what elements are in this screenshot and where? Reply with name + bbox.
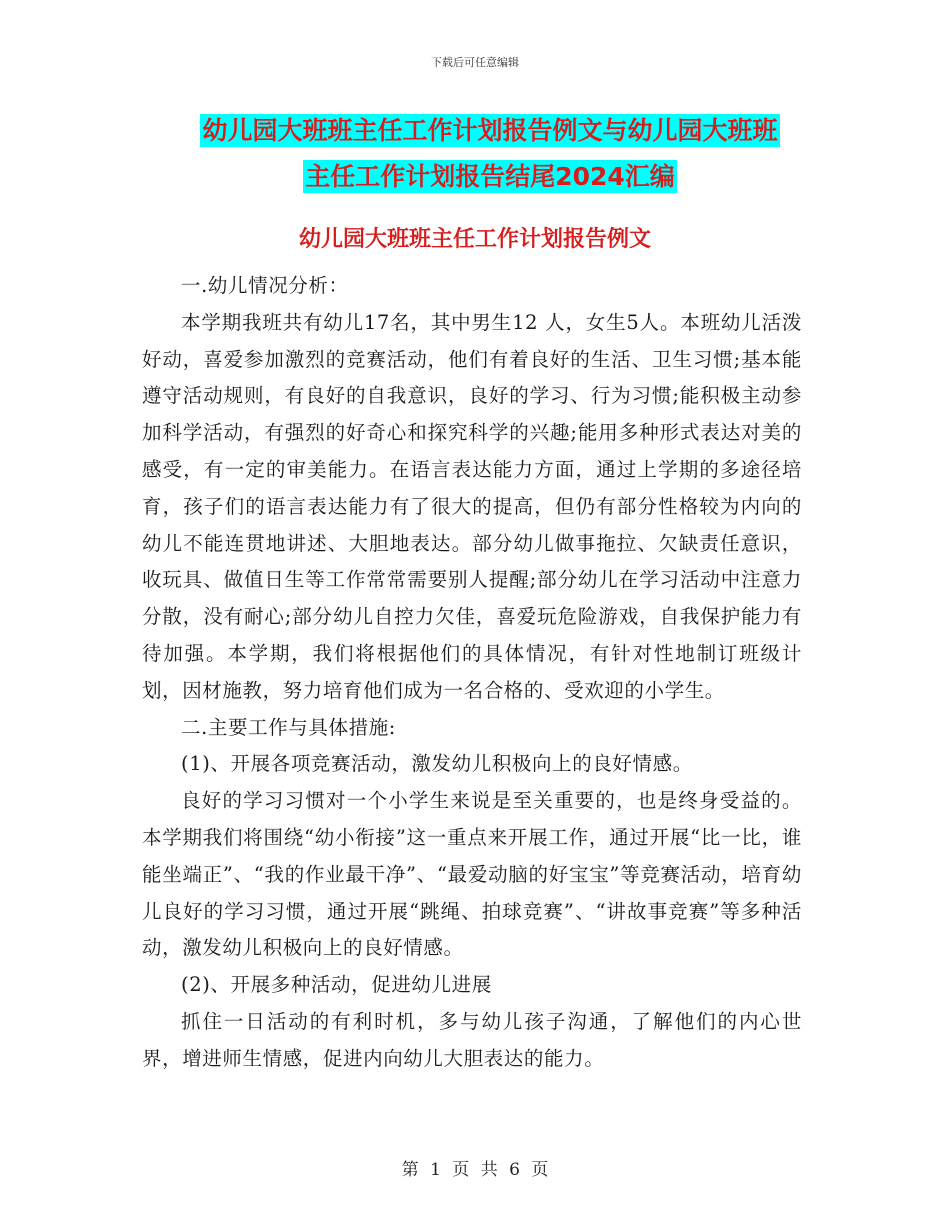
paragraph-subheading: (2)、开展多种活动，促进幼儿进展 xyxy=(181,973,492,997)
title-line-1: 幼儿园大班班主任工作计划报告例文与幼儿园大班班 xyxy=(202,116,778,145)
paragraph: 本学期我班共有幼儿17名，其中男生12 人，女生5人。本班幼儿活泼好动，喜爱参加激烈的竞赛活动，他们有着良好的生活、卫生习惯;基本能遵守活动规则，有良好的自我意识，良好的学习、行为习惯;能积极主动参加科学活动，有强烈的好奇心和探究科学的兴趣;能用多种形式表达对美的感受，有一定的审美能力。在语言表达能力方面，通过上学期的多途径培育，孩子们的语言表达能力有了很大的提高，但仍有部分性格较为内向的幼儿不能连贯地讲述、大胆地表达。部分幼儿做事拖拉、欠缺责任意识，收玩具、做值日生等工作常常需要别人提醒;部分幼儿在学习活动中注意力分散，没有耐心;部分幼儿自控力欠佳，喜爱玩危险游戏，自我保护能力有待加强。本学期，我们将根据他们的具体情况，有针对性地制订班级计划，因材施教，努力培育他们成为一名合格的、受欢迎的小学生。 xyxy=(142,310,802,702)
paragraph: 抓住一日活动的有利时机，多与幼儿孩子沟通，了解他们的内心世界，增进师生情感，促进内向幼儿大胆表达的能力。 xyxy=(142,1009,802,1070)
page-footer: 第 1 页 共 6 页 xyxy=(401,1160,549,1180)
paragraph-heading-2: 二.主要工作与具体措施: xyxy=(181,715,396,739)
paragraph: 良好的学习习惯对一个小学生来说是至关重要的，也是终身受益的。本学期我们将围绕“幼小衔接”这一重点来开展工作，通过开展“比一比，谁能坐端正”、“我的作业最干净”、“最爱动脑的好宝宝”等竞赛活动，培育幼儿良好的学习习惯，通过开展“跳绳、拍球竞赛”、“讲故事竞赛”等多种活动，激发幼儿积极向上的良好情感。 xyxy=(142,789,802,960)
paragraph-subheading: (1)、开展各项竞赛活动，激发幼儿积极向上的良好情感。 xyxy=(181,752,693,776)
header-note: 下载后可任意编辑 xyxy=(431,56,519,69)
title-line-2: 主任工作计划报告结尾2024汇编 xyxy=(305,162,675,191)
body-text xyxy=(142,268,802,1078)
document-title xyxy=(150,108,830,200)
paragraph-heading-1: 一.幼儿情况分析： xyxy=(181,274,349,297)
section-title: 幼儿园大班班主任工作计划报告例文 xyxy=(298,227,651,252)
